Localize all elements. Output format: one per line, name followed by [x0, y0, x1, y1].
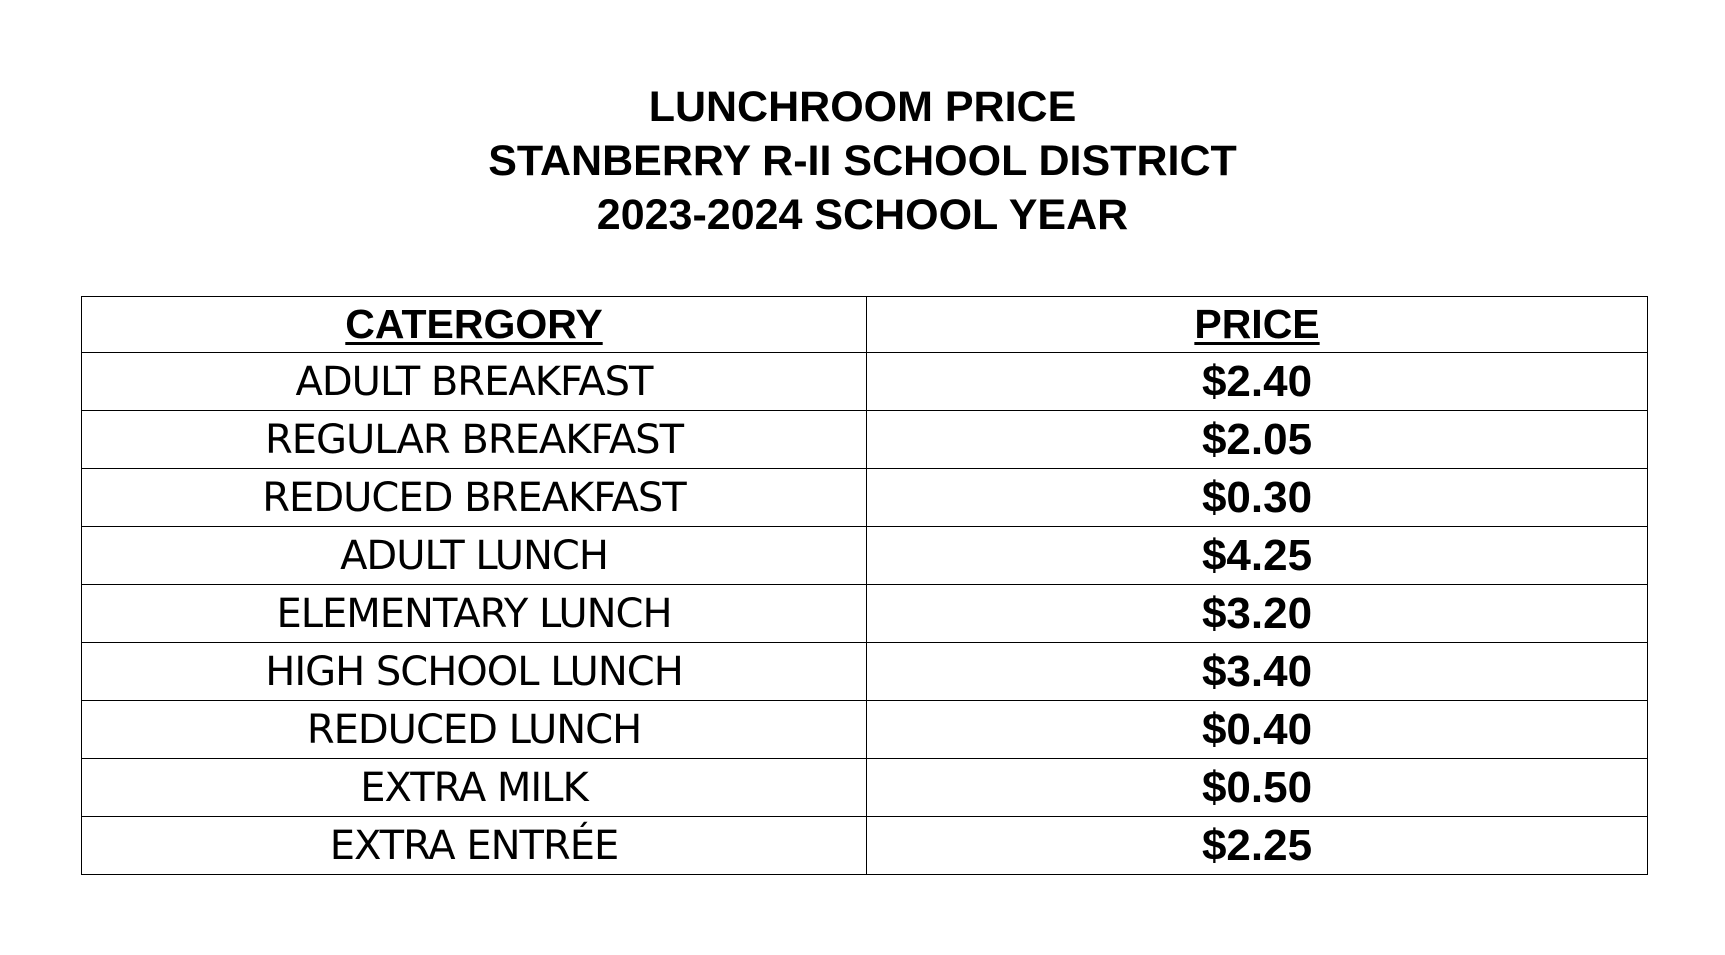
- category-cell: EXTRA MILK: [82, 759, 867, 817]
- table-header-row: [82, 297, 1648, 353]
- category-cell: ELEMENTARY LUNCH: [82, 585, 867, 643]
- table-row: [82, 469, 1648, 527]
- price-cell: $3.20: [867, 585, 1648, 643]
- category-cell: ADULT BREAKFAST: [82, 353, 867, 411]
- title-line-lunchroom-price: LUNCHROOM PRICE: [648, 83, 1077, 131]
- document-title: [0, 80, 1725, 242]
- table-row: [82, 353, 1648, 411]
- price-cell: $0.40: [867, 701, 1648, 759]
- price-cell: $0.30: [867, 469, 1648, 527]
- table-row: [82, 411, 1648, 469]
- category-cell: REGULAR BREAKFAST: [82, 411, 867, 469]
- column-header-category-label: CATERGORY: [345, 301, 603, 347]
- table-row: [82, 585, 1648, 643]
- price-cell: $2.40: [867, 353, 1648, 411]
- price-cell: $3.40: [867, 643, 1648, 701]
- category-cell: REDUCED BREAKFAST: [82, 469, 867, 527]
- title-line-district: STANBERRY R-II SCHOOL DISTRICT: [488, 137, 1237, 185]
- price-cell: $0.50: [867, 759, 1648, 817]
- table-row: [82, 643, 1648, 701]
- category-cell: REDUCED LUNCH: [82, 701, 867, 759]
- title-line-school-year: 2023-2024 SCHOOL YEAR: [596, 191, 1129, 239]
- column-header-price-label: PRICE: [1194, 301, 1320, 347]
- price-cell: $2.25: [867, 817, 1648, 875]
- table-row: [82, 817, 1648, 875]
- price-cell: $2.05: [867, 411, 1648, 469]
- column-header-category: [82, 297, 867, 353]
- category-cell: HIGH SCHOOL LUNCH: [82, 643, 867, 701]
- category-cell: ADULT LUNCH: [82, 527, 867, 585]
- column-header-price: [867, 297, 1648, 353]
- category-cell: EXTRA ENTRÉE: [82, 817, 867, 875]
- table-row: [82, 759, 1648, 817]
- price-cell: $4.25: [867, 527, 1648, 585]
- price-table: [81, 296, 1648, 875]
- table-row: [82, 527, 1648, 585]
- table-row: [82, 701, 1648, 759]
